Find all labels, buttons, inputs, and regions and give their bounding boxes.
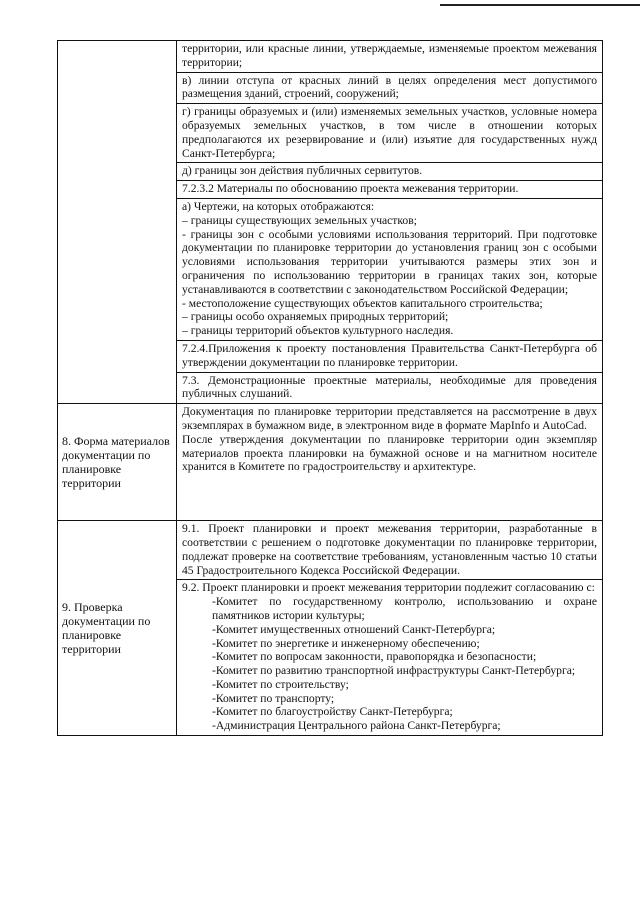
- text-line: 7.3. Демонстрационные проектные материалы, необходимые для проведения публичных слушаний.: [182, 373, 597, 401]
- text-line: - местоположение существующих объектов капитального строительства;: [182, 296, 543, 310]
- paragraph: [177, 198, 602, 340]
- committee-item: -Комитет по развитию транспортной инфраструктуры Санкт-Петербурга;: [212, 664, 576, 678]
- row-content-7: [177, 41, 603, 404]
- committee-item: -Комитет по транспорту;: [212, 691, 335, 705]
- row-label-empty: [58, 41, 177, 404]
- text-line: территории, или красные линии, утверждаемые, изменяемые проектом межевания территории;: [182, 42, 597, 69]
- committee-item: -Комитет по государственному контролю, использованию и охране памятников истории культуры;: [212, 595, 597, 622]
- text-line: 9.1. Проект планировки и проект межевания территории, разработанные в соответствии с решением о подготовке документации по планировке территории, подлежат проверке на соответствие требованиям, установленным частью 10 статьи 45 Градостроительного Кодекса Российской Федерации.: [182, 522, 597, 577]
- text-line: После утверждения документации по планировке территории один экземпляр материалов проекта планировки на бумажной основе и на магнитном носителе хранится в Комитете по градостроительству и архитектуре.: [182, 432, 597, 474]
- text-line: – границы существующих земельных участков;: [182, 213, 417, 227]
- text-line: - границы зон с особыми условиями использования территорий. При подготовке документации по планировке территории до установления границ зон с особыми условиями использования территории учитываются размеры этих зон и ограничения по использованию территории в границах таких зон, которые устанавливаются в соответствии с законодательством Российской Федерации;: [182, 227, 597, 296]
- committee-item: -Комитет по благоустройству Санкт-Петербурга;: [212, 705, 453, 719]
- document-table: [57, 40, 603, 736]
- table-row-8: [58, 404, 603, 521]
- paragraph: [177, 103, 602, 162]
- text-line: – границы территорий объектов культурного наследия.: [182, 324, 454, 338]
- committee-item: -Комитет по вопросам законности, правопорядка и безопасности;: [212, 650, 537, 664]
- paragraph: [177, 404, 602, 476]
- paragraph: [177, 180, 602, 198]
- top-edge-line: [440, 4, 640, 6]
- text-line: 7.2.4.Приложения к проекту постановления Правительства Санкт-Петербурга об утверждении документации по планировке территории.: [182, 341, 597, 369]
- paragraph: [177, 521, 602, 579]
- row-label-text: 9. Проверка документации по планировке территории: [62, 600, 151, 657]
- paragraph: [177, 340, 602, 372]
- committee-item: -Комитет по энергетике и инженерному обеспечению;: [212, 636, 480, 650]
- text-line: 9.2. Проект планировки и проект межевания территории подлежит согласованию с:: [182, 581, 595, 595]
- table-row-9: [58, 521, 603, 736]
- paragraph: [177, 372, 602, 404]
- row-content-8: [177, 404, 603, 521]
- paragraph: [177, 579, 602, 735]
- text-line: д) границы зон действия публичных сервитутов.: [182, 164, 423, 178]
- text-line: Документация по планировке территории представляется на рассмотрение в двух экземплярах в бумажном виде, в электронном виде в формате MapInfo и AutoCad.: [182, 405, 597, 432]
- paragraph: [177, 41, 602, 72]
- row-content-9: [177, 521, 603, 736]
- row-label-8: [58, 404, 177, 521]
- table-row-7: [58, 41, 603, 404]
- committee-item: -Комитет имущественных отношений Санкт-Петербурга;: [212, 622, 496, 636]
- paragraph: [177, 162, 602, 180]
- text-line: – границы особо охраняемых природных территорий;: [182, 310, 449, 324]
- text-line: а) Чертежи, на которых отображаются:: [182, 199, 375, 213]
- committee-item: -Администрация Центрального района Санкт-Петербурга;: [212, 719, 501, 733]
- text-line: г) границы образуемых и (или) изменяемых земельных участков, условные номера образуемых земельных участков, в том числе в отношении которых предполагаются их резервирование и (или) изъятие для государственных нужд Санкт-Петербурга;: [182, 105, 597, 160]
- committee-item: -Комитет по строительству;: [212, 677, 349, 691]
- paragraph: [177, 72, 602, 104]
- text-line: в) линии отступа от красных линий в целях определения мест допустимого размещения зданий, строений, сооружений;: [182, 73, 597, 101]
- row-label-9: [58, 521, 177, 736]
- row-label-text: 8. Форма материалов документации по планировке территории: [62, 434, 170, 491]
- text-line: 7.2.3.2 Материалы по обоснованию проекта межевания территории.: [182, 182, 519, 196]
